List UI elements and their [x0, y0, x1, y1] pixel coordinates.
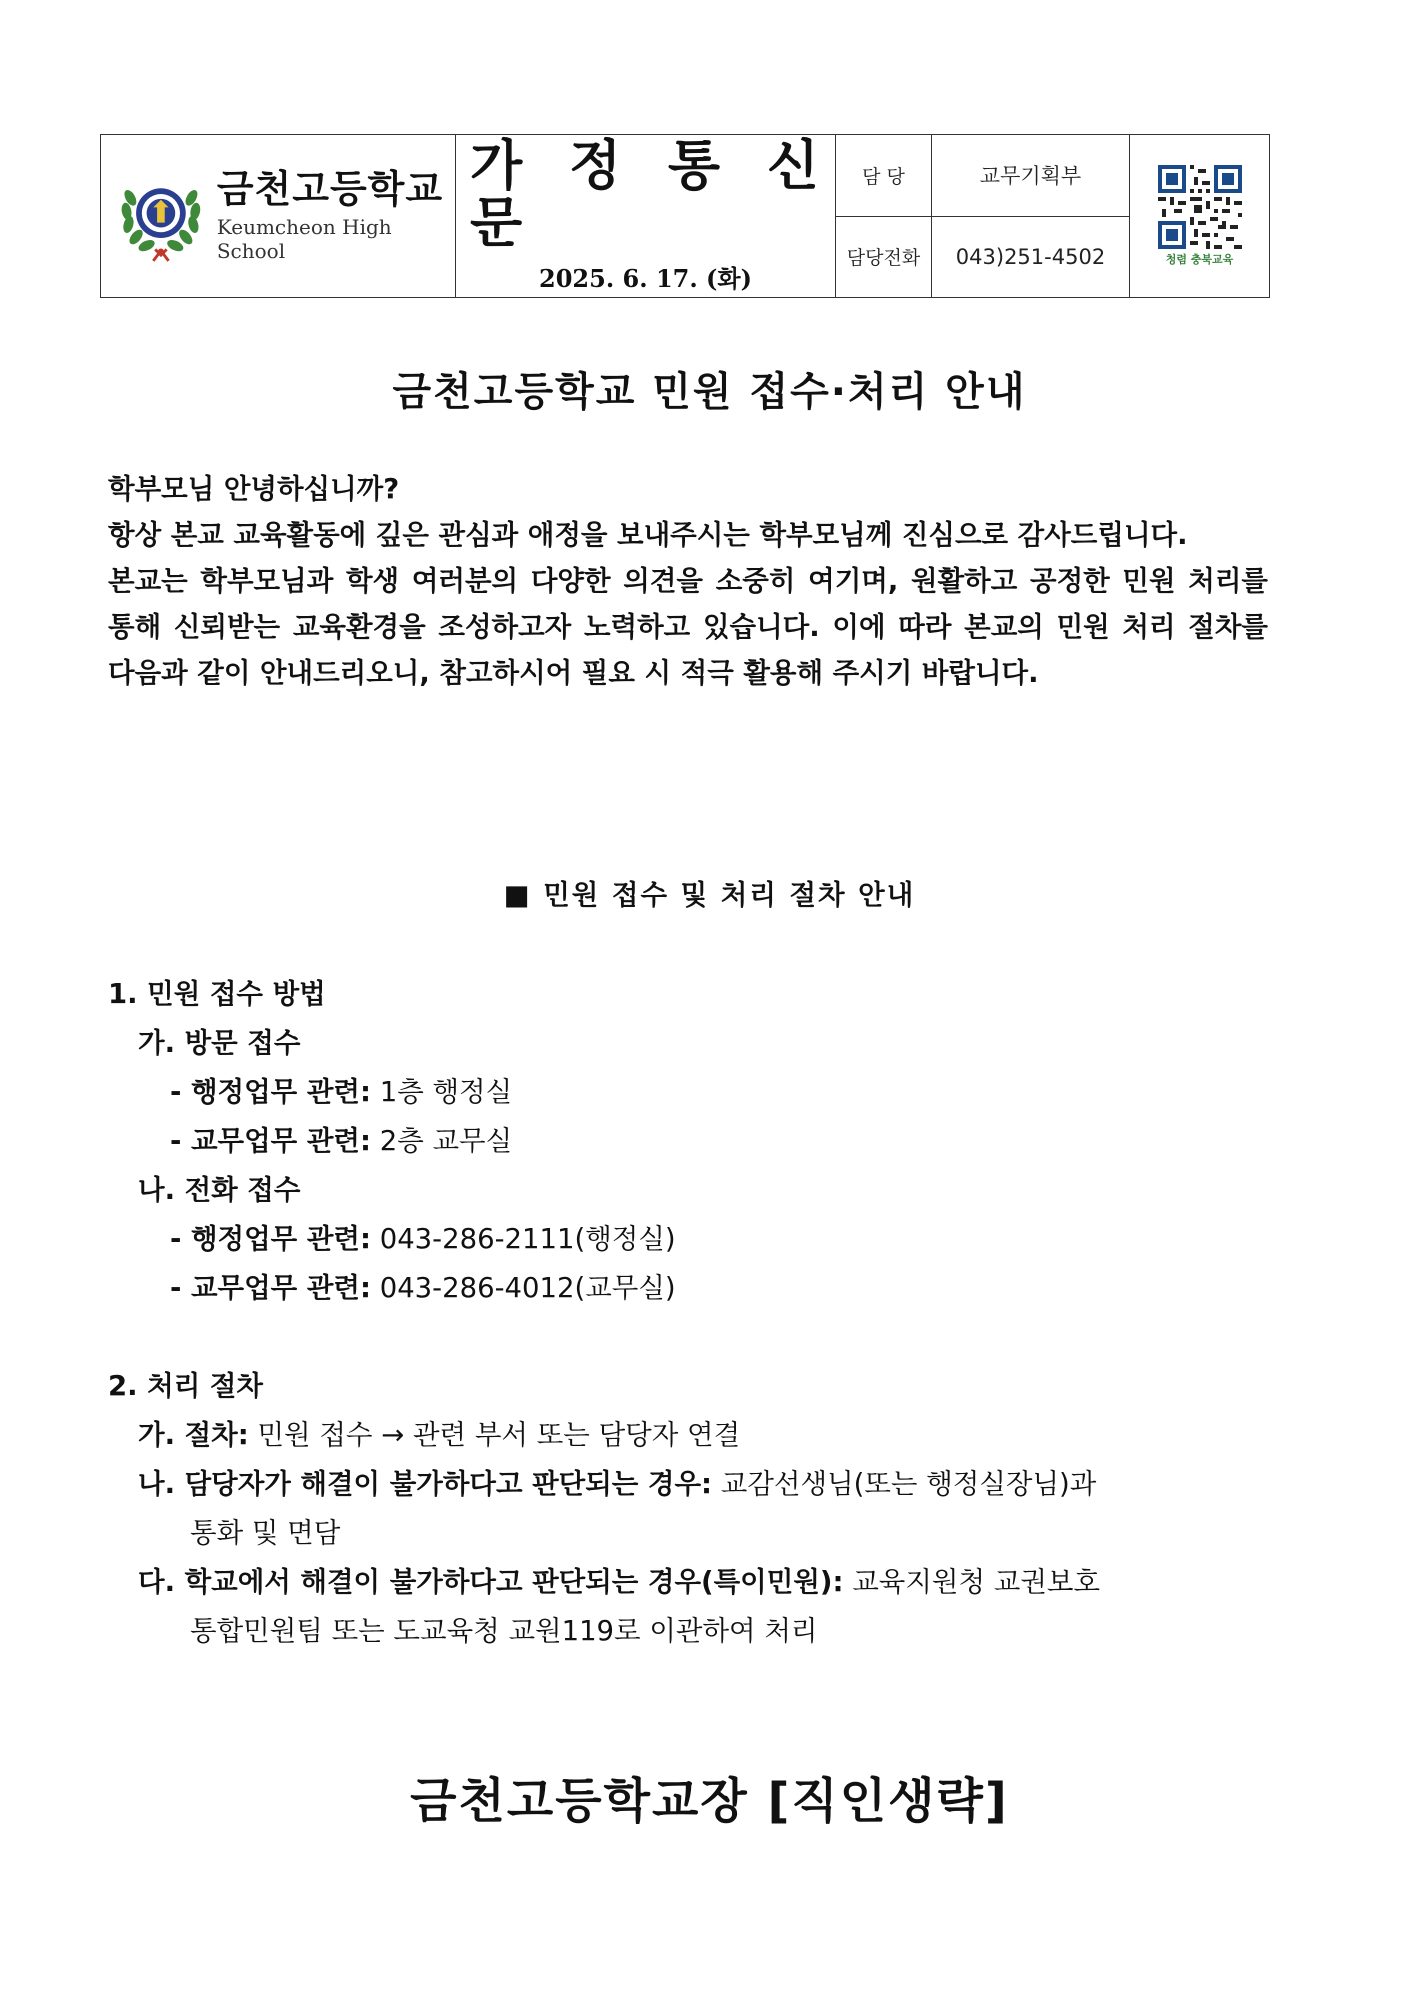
item-label: - 교무업무 관련: — [170, 1272, 371, 1304]
item-continuation: 통화 및 면담 — [190, 1517, 341, 1549]
phone-label: 담당전화 — [846, 247, 921, 270]
section-2-title: 2. 처리 절차 — [108, 1370, 263, 1402]
qr-caption: 청렴 충북교육 — [1165, 253, 1234, 266]
list-item — [108, 1117, 1278, 1166]
dept-value: 교무기획부 — [932, 135, 1129, 217]
school-name-ko: 금천고등학교 — [216, 167, 444, 212]
item-value: 교육지원청 교권보호 — [843, 1566, 1101, 1598]
item-label: - 교무업무 관련: — [170, 1125, 371, 1157]
doc-date: 2025. 6. 17. (화) — [539, 264, 752, 294]
list-item — [108, 1460, 1278, 1509]
section-1 — [108, 970, 1278, 1313]
item-value: 2층 교무실 — [370, 1125, 513, 1157]
school-emblem-icon — [117, 167, 205, 265]
doc-title-cell — [456, 135, 836, 297]
section-heading: ■ 민원 접수 및 처리 절차 안내 — [503, 879, 916, 911]
section-1-title: 1. 민원 접수 방법 — [108, 978, 326, 1010]
list-item — [108, 1215, 1278, 1264]
school-name-en: Keumcheon High School — [216, 214, 392, 263]
section-2 — [108, 1362, 1278, 1656]
intro-text — [108, 466, 1268, 696]
item-value: 교감선생님(또는 행정실장님)과 — [712, 1468, 1097, 1500]
list-item — [108, 1411, 1278, 1460]
item-value: 1층 행정실 — [370, 1076, 513, 1108]
qr-cell — [1130, 135, 1269, 297]
value-cell — [932, 135, 1130, 297]
item-label: - 행정업무 관련: — [170, 1076, 371, 1108]
list-item — [108, 1068, 1278, 1117]
item-label: 나. 담당자가 해결이 불가하다고 판단되는 경우: — [138, 1468, 713, 1500]
thanks-paragraph: 항상 본교 교육활동에 깊은 관심과 애정을 보내주시는 학부모님께 진심으로 감사드립니다. — [108, 519, 1188, 551]
phone-title: 나. 전화 접수 — [138, 1174, 301, 1206]
school-logo-cell — [101, 135, 456, 297]
list-item — [108, 1558, 1278, 1607]
dept-label: 담 당 — [836, 135, 931, 217]
item-continuation: 통합민원팀 또는 도교육청 교원119로 이관하여 처리 — [190, 1615, 818, 1647]
page-title: 금천고등학교 민원 접수·처리 안내 — [392, 369, 1027, 415]
list-item — [108, 1264, 1278, 1313]
item-value: 043-286-2111(행정실) — [370, 1223, 676, 1255]
qr-code-icon[interactable] — [1158, 165, 1242, 249]
signature: 금천고등학교장 [직인생략] — [410, 1773, 1009, 1829]
item-label: 가. 절차: — [138, 1419, 249, 1451]
label-cell — [836, 135, 932, 297]
notice-paragraph: 본교는 학부모님과 학생 여러분의 다양한 의견을 소중히 여기며, 원활하고 공정한 민원 처리를 통해 신뢰받는 교육환경을 조성하고자 노력하고 있습니다. 이에 따라 본교의 민원 처리 절차를 다음과 같이 안내드리오니, 참고하시어 필요 시 적극 활용해 주시기 바랍니다. — [108, 565, 1268, 689]
header-table — [100, 134, 1270, 298]
visit-title: 가. 방문 접수 — [138, 1027, 301, 1059]
phone-value: 043)251-4502 — [955, 244, 1106, 269]
doc-title: 가 정 통 신 문 — [470, 133, 834, 254]
item-value: 043-286-4012(교무실) — [370, 1272, 676, 1304]
item-label: - 행정업무 관련: — [170, 1223, 371, 1255]
item-value: 민원 접수 → 관련 부서 또는 담당자 연결 — [248, 1419, 741, 1451]
item-label: 다. 학교에서 해결이 불가하다고 판단되는 경우(특이민원): — [138, 1566, 844, 1598]
greeting: 학부모님 안녕하십니까? — [108, 473, 400, 505]
